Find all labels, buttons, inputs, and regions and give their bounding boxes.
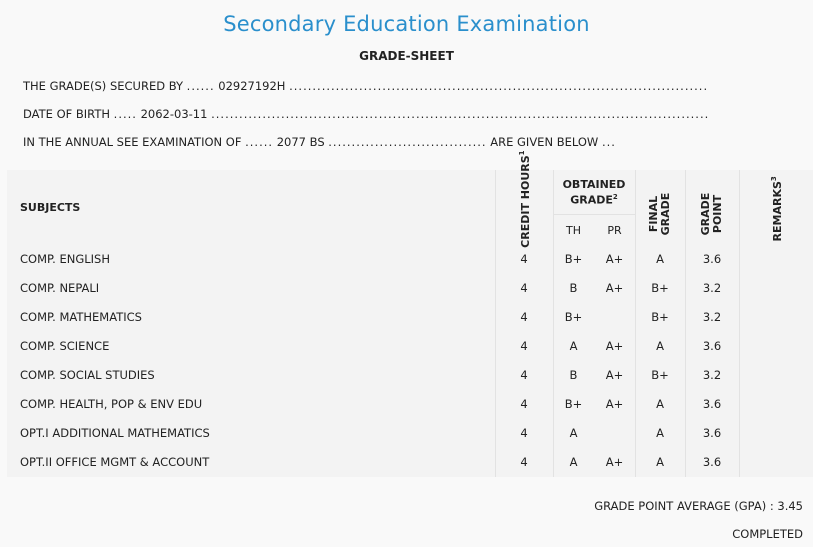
- header-th: TH: [566, 224, 581, 237]
- header-obtained-grade: OBTAINED GRADE$^2$: [562, 178, 626, 207]
- secured-by-line: THE GRADE(S) SECURED BY ...... 02927192H ..........................................................................................: [23, 79, 709, 93]
- cell-pr: [594, 419, 635, 448]
- cell-final: A: [656, 455, 664, 469]
- exam-line: IN THE ANNUAL SEE EXAMINATION OF ...... 2077 BS .................................. ARE GIVEN BELOW ...: [23, 135, 616, 149]
- cell-credit: 4: [520, 397, 528, 411]
- cell-gp: 3.2: [702, 310, 722, 324]
- gpa-label: GRADE POINT AVERAGE (GPA) :: [594, 499, 774, 513]
- cell-credit: 4: [520, 368, 528, 382]
- cell-credit: 4: [520, 339, 528, 353]
- cell-pr: A+: [605, 281, 624, 295]
- cell-final: B+: [651, 310, 669, 324]
- cell-pr: A+: [605, 339, 624, 353]
- subject-name: OPT.II OFFICE MGMT & ACCOUNT: [20, 455, 210, 469]
- header-pr: PR: [607, 224, 622, 237]
- subject-name: COMP. NEPALI: [20, 281, 100, 295]
- grade-footer: [7, 477, 813, 547]
- subject-name: OPT.I ADDITIONAL MATHEMATICS: [20, 426, 210, 440]
- header-final-grade: FINAL GRADE: [647, 192, 672, 236]
- cell-remarks: [739, 245, 813, 274]
- subject-name: COMP. MATHEMATICS: [20, 310, 142, 324]
- subject-name: COMP. SOCIAL STUDIES: [20, 368, 155, 382]
- subject-name: COMP. ENGLISH: [20, 252, 110, 266]
- cell-credit: 4: [520, 455, 528, 469]
- cell-remarks: [739, 361, 813, 390]
- cell-gp: 3.6: [702, 339, 722, 353]
- cell-gp: 3.2: [702, 281, 722, 295]
- header-grade-point: GRADE POINT: [699, 192, 724, 236]
- cell-th: A: [569, 455, 578, 469]
- cell-remarks: [739, 303, 813, 332]
- cell-pr: A+: [605, 252, 624, 266]
- cell-remarks: [739, 390, 813, 419]
- exam-year: 2077 BS: [276, 135, 325, 149]
- subject-name: COMP. HEALTH, POP & ENV EDU: [20, 397, 203, 411]
- dob-value: 2062-03-11: [140, 107, 208, 121]
- gpa-line: [594, 499, 803, 513]
- cell-th: B: [569, 281, 578, 295]
- cell-gp: 3.6: [702, 397, 722, 411]
- cell-credit: 4: [520, 252, 528, 266]
- cell-final: A: [656, 252, 664, 266]
- cell-remarks: [739, 448, 813, 477]
- header-remarks: REMARKS$^3$: [770, 176, 784, 242]
- cell-th: B: [569, 368, 578, 382]
- cell-gp: 3.6: [702, 455, 722, 469]
- subject-name: COMP. SCIENCE: [20, 339, 110, 353]
- cell-th: B+: [564, 310, 583, 324]
- gpa-value: 3.45: [777, 499, 803, 513]
- cell-credit: 4: [520, 281, 528, 295]
- header-subjects: SUBJECTS: [20, 201, 81, 214]
- cell-pr: A+: [605, 397, 624, 411]
- cell-pr: [594, 303, 635, 332]
- secured-by-label: THE GRADE(S) SECURED BY: [23, 79, 184, 93]
- page-title: Secondary Education Examination: [223, 12, 590, 36]
- cell-final: B+: [651, 281, 669, 295]
- result-status: COMPLETED: [732, 527, 803, 541]
- cell-gp: 3.2: [702, 368, 722, 382]
- given-below-text: ARE GIVEN BELOW: [490, 135, 599, 149]
- header-credit-hours: CREDIT HOURS$^1$: [518, 150, 532, 248]
- cell-th: A: [569, 339, 578, 353]
- cell-final: B+: [651, 368, 669, 382]
- cell-remarks: [739, 274, 813, 303]
- cell-pr: A+: [605, 455, 624, 469]
- cell-gp: 3.6: [702, 252, 722, 266]
- cell-gp: 3.6: [702, 426, 722, 440]
- grade-table: [7, 150, 813, 477]
- cell-th: B+: [564, 397, 583, 411]
- cell-th: A: [569, 426, 578, 440]
- dob-line: DATE OF BIRTH ..... 2062-03-11 ...........................................................................................................: [23, 107, 710, 121]
- cell-final: A: [656, 397, 664, 411]
- cell-remarks: [739, 332, 813, 361]
- cell-final: A: [656, 426, 664, 440]
- cell-credit: 4: [520, 310, 528, 324]
- symbol-number: 02927192H: [218, 79, 286, 93]
- exam-label: IN THE ANNUAL SEE EXAMINATION OF: [23, 135, 242, 149]
- cell-credit: 4: [520, 426, 528, 440]
- page-subtitle: GRADE-SHEET: [359, 49, 454, 63]
- dob-label: DATE OF BIRTH: [23, 107, 111, 121]
- cell-remarks: [739, 419, 813, 448]
- cell-th: B+: [564, 252, 583, 266]
- cell-pr: A+: [605, 368, 624, 382]
- cell-final: A: [656, 339, 664, 353]
